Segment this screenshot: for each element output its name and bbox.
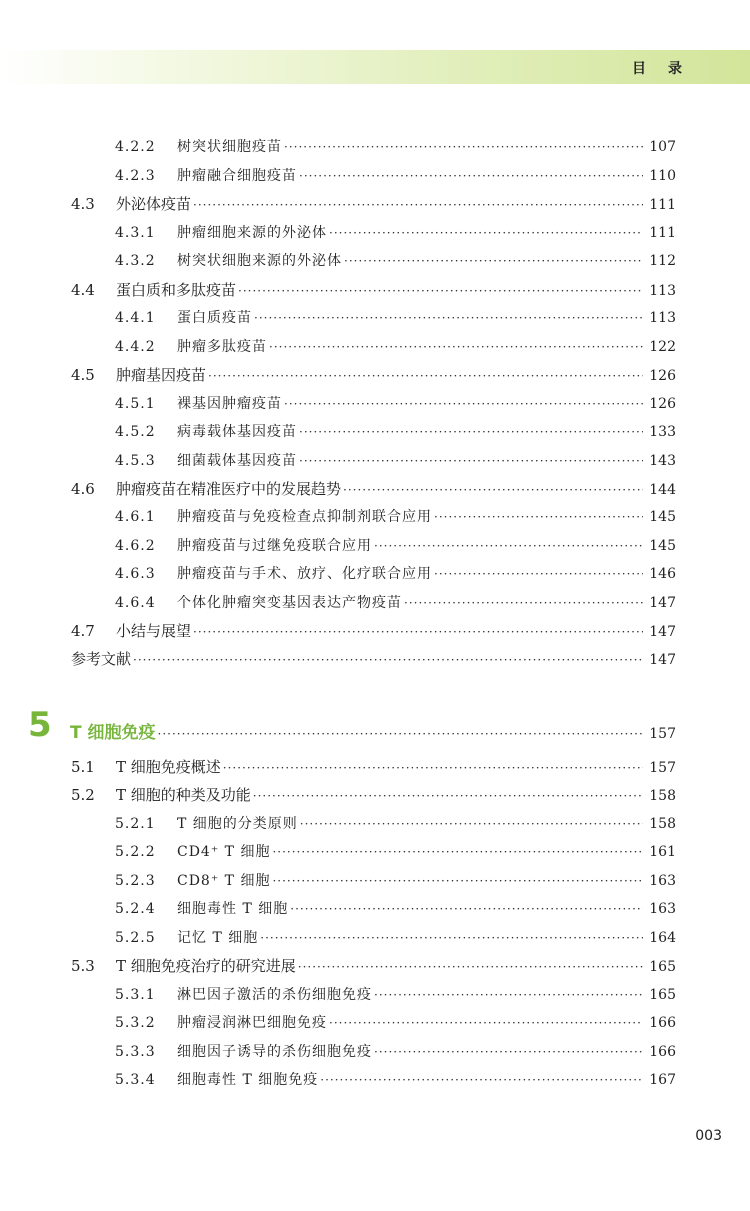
toc-section-number: 4.6 — [71, 480, 95, 498]
toc-section[interactable] — [71, 756, 676, 778]
toc-entry-number: 4.4.2 — [115, 339, 156, 355]
toc-entry[interactable] — [115, 250, 676, 272]
toc-entry[interactable] — [115, 222, 676, 244]
toc-entry-number: 4.2.3 — [115, 168, 156, 184]
toc-entry-page: 145 — [649, 538, 676, 554]
dot-leader — [290, 898, 643, 920]
toc-entry-title: 树突状细胞来源的外泌体 — [177, 253, 342, 269]
toc-section-number: 4.5 — [71, 366, 95, 384]
toc-entry-title: 肿瘤融合细胞疫苗 — [177, 168, 297, 184]
toc-entry-number: 4.6.2 — [115, 538, 156, 554]
toc-entry-title: 蛋白质疫苗 — [177, 310, 252, 326]
toc-entry[interactable] — [115, 841, 676, 863]
page-number: 003 — [695, 1128, 722, 1144]
toc-entry-title: 肿瘤疫苗与免疫检查点抑制剂联合应用 — [177, 509, 432, 525]
toc-entry[interactable] — [115, 898, 676, 920]
toc-references[interactable] — [71, 648, 676, 670]
toc-section[interactable] — [71, 193, 676, 215]
dot-leader — [434, 563, 643, 585]
toc-entry-title: 肿瘤疫苗与手术、放疗、化疗联合应用 — [177, 566, 432, 582]
dot-leader — [300, 813, 643, 835]
toc-section[interactable] — [71, 784, 676, 806]
toc-entry-number: 5.2.3 — [115, 873, 156, 889]
toc-entry[interactable] — [115, 1041, 676, 1063]
dot-leader — [254, 307, 643, 329]
dot-leader — [374, 535, 643, 557]
dot-leader — [260, 927, 643, 949]
toc-entry-page: 122 — [649, 339, 676, 355]
toc-entry[interactable] — [115, 136, 676, 158]
toc-entry-title: 淋巴因子激活的杀伤细胞免疫 — [177, 987, 372, 1003]
dot-leader — [133, 649, 643, 671]
toc-entry-page: 166 — [649, 1044, 676, 1060]
toc-entry[interactable] — [115, 336, 676, 358]
toc-entry-number: 4.5.3 — [115, 453, 156, 469]
chapter-title: T 细胞免疫 — [70, 723, 156, 743]
toc-entry-page: 147 — [649, 595, 676, 611]
toc-section-title: T 细胞的种类及功能 — [116, 786, 251, 804]
dot-leader — [298, 956, 643, 978]
toc-entry-number: 4.6.3 — [115, 566, 156, 582]
toc-section-title: T 细胞免疫治疗的研究进展 — [116, 957, 296, 975]
toc-entry-title: 个体化肿瘤突变基因表达产物疫苗 — [177, 595, 402, 611]
toc-entry-page: 146 — [649, 566, 676, 582]
toc-entry[interactable] — [115, 813, 676, 835]
toc-entry[interactable] — [115, 506, 676, 528]
toc-section-page: 157 — [649, 760, 676, 776]
toc-entry-title: 裸基因肿瘤疫苗 — [177, 396, 282, 412]
toc-entry-title: 树突状细胞疫苗 — [177, 139, 282, 155]
toc-section-number: 4.4 — [71, 281, 95, 299]
toc-entry[interactable] — [115, 450, 676, 472]
toc-entry-page: 113 — [649, 310, 676, 326]
dot-leader — [329, 222, 643, 244]
toc-entry-number: 4.3.2 — [115, 253, 156, 269]
dot-leader — [193, 621, 643, 643]
toc-entry-page: 163 — [649, 901, 676, 917]
toc-entry-number: 5.2.5 — [115, 930, 156, 946]
toc-entry-title: 细菌载体基因疫苗 — [177, 453, 297, 469]
toc-entry-title: 肿瘤细胞来源的外泌体 — [177, 225, 327, 241]
toc-entry-number: 5.2.4 — [115, 901, 156, 917]
toc-entry-page: 107 — [649, 139, 676, 155]
toc-section-page: 144 — [649, 482, 676, 498]
toc-section[interactable] — [71, 620, 676, 642]
toc-entry-page: 164 — [649, 930, 676, 946]
toc-entry-page: 112 — [649, 253, 676, 269]
toc-entry-title: CD8⁺ T 细胞 — [177, 873, 271, 889]
dot-leader — [404, 592, 643, 614]
toc-entry-number: 5.2.1 — [115, 816, 156, 832]
toc-section-title: 肿瘤疫苗在精准医疗中的发展趋势 — [116, 480, 342, 498]
toc-entry[interactable] — [115, 307, 676, 329]
dot-leader — [344, 250, 643, 272]
toc-section[interactable] — [71, 955, 676, 977]
toc-section-number: 5.3 — [71, 957, 95, 975]
toc-entry-page: 110 — [649, 168, 676, 184]
toc-section-page: 111 — [649, 197, 676, 213]
toc-references-title: 参考文献 — [71, 650, 132, 668]
toc-entry-number: 4.5.2 — [115, 424, 156, 440]
toc-entry-page: 133 — [649, 424, 676, 440]
toc-entry-title: T 细胞的分类原则 — [177, 816, 298, 832]
toc-section-page: 147 — [649, 624, 676, 640]
toc-entry-title: 细胞因子诱导的杀伤细胞免疫 — [177, 1044, 372, 1060]
toc-entry-page: 126 — [649, 396, 676, 412]
dot-leader — [299, 165, 643, 187]
dot-leader — [374, 984, 643, 1006]
toc-section[interactable] — [71, 364, 676, 386]
toc-references-page: 147 — [649, 652, 676, 668]
dot-leader — [223, 757, 643, 779]
dot-leader — [329, 1012, 643, 1034]
chapter-page: 157 — [649, 726, 676, 742]
toc-entry-number: 5.3.4 — [115, 1072, 156, 1088]
toc-entry-title: 肿瘤浸润淋巴细胞免疫 — [177, 1015, 327, 1031]
toc-section[interactable] — [71, 279, 676, 301]
toc-entry-page: 111 — [649, 225, 676, 241]
toc-entry-number: 4.5.1 — [115, 396, 156, 412]
toc-entry-number: 4.6.1 — [115, 509, 156, 525]
toc-entry-page: 161 — [649, 844, 676, 860]
dot-leader — [320, 1069, 643, 1091]
toc-entry-page: 163 — [649, 873, 676, 889]
toc-section-page: 158 — [649, 788, 676, 804]
toc-entry-title: 记忆 T 细胞 — [177, 930, 259, 946]
dot-leader — [238, 280, 643, 302]
toc-entry-title: 肿瘤多肽疫苗 — [177, 339, 267, 355]
toc-entry-number: 4.3.1 — [115, 225, 156, 241]
toc-entry[interactable] — [115, 421, 676, 443]
toc-section-number: 5.2 — [71, 786, 95, 804]
toc-section-title: 蛋白质和多肽疫苗 — [116, 281, 237, 299]
toc-entry[interactable] — [115, 535, 676, 557]
dot-leader — [158, 721, 644, 747]
dot-leader — [299, 450, 643, 472]
toc-entry[interactable] — [115, 870, 676, 892]
toc-entry[interactable] — [115, 1012, 676, 1034]
toc-entry[interactable] — [115, 393, 676, 415]
toc-entry-page: 158 — [649, 816, 676, 832]
dot-leader — [434, 506, 643, 528]
toc-section-title: T 细胞免疫概述 — [116, 758, 221, 776]
toc-entry[interactable] — [115, 1069, 676, 1091]
toc-entry-page: 166 — [649, 1015, 676, 1031]
dot-leader — [299, 421, 643, 443]
toc-entry[interactable] — [115, 563, 676, 585]
chapter-number: 5 — [28, 705, 52, 745]
toc-section-page: 113 — [649, 283, 676, 299]
toc-entry-number: 4.2.2 — [115, 139, 156, 155]
toc-section-number: 4.3 — [71, 195, 95, 213]
toc-entry-page: 165 — [649, 987, 676, 1003]
toc-entry-title: 肿瘤疫苗与过继免疫联合应用 — [177, 538, 372, 554]
toc-entry[interactable] — [115, 165, 676, 187]
toc-entry[interactable] — [115, 927, 676, 949]
toc-section-page: 165 — [649, 959, 676, 975]
dot-leader — [343, 479, 643, 501]
toc-entry-page: 167 — [649, 1072, 676, 1088]
dot-leader — [193, 194, 643, 216]
dot-leader — [272, 841, 643, 863]
toc-entry-page: 145 — [649, 509, 676, 525]
toc-entry-number: 5.3.3 — [115, 1044, 156, 1060]
toc-entry-title: 细胞毒性 T 细胞 — [177, 901, 289, 917]
toc-section-number: 4.7 — [71, 622, 95, 640]
dot-leader — [253, 785, 643, 807]
toc-entry[interactable] — [115, 592, 676, 614]
toc-entry-number: 5.2.2 — [115, 844, 156, 860]
dot-leader — [272, 870, 643, 892]
toc-entry-number: 5.3.2 — [115, 1015, 156, 1031]
toc-section-title: 肿瘤基因疫苗 — [116, 366, 207, 384]
running-header-title: 目录 — [632, 61, 704, 77]
toc-entry[interactable] — [115, 984, 676, 1006]
toc-section-page: 126 — [649, 368, 676, 384]
toc-entry-number: 4.6.4 — [115, 595, 156, 611]
toc-section-title: 小结与展望 — [116, 622, 192, 640]
toc-entry-page: 143 — [649, 453, 676, 469]
toc-section-title: 外泌体疫苗 — [116, 195, 192, 213]
toc-section-number: 5.1 — [71, 758, 95, 776]
toc-entry-number: 5.3.1 — [115, 987, 156, 1003]
dot-leader — [284, 393, 643, 415]
toc-entry-title: 病毒载体基因疫苗 — [177, 424, 297, 440]
dot-leader — [269, 336, 643, 358]
toc-entry-title: CD4⁺ T 细胞 — [177, 844, 271, 860]
dot-leader — [284, 136, 643, 158]
toc-entry-number: 4.4.1 — [115, 310, 156, 326]
dot-leader — [374, 1041, 643, 1063]
toc-chapter[interactable] — [70, 720, 676, 746]
dot-leader — [208, 365, 643, 387]
toc-section[interactable] — [71, 478, 676, 500]
toc-entry-title: 细胞毒性 T 细胞免疫 — [177, 1072, 319, 1088]
